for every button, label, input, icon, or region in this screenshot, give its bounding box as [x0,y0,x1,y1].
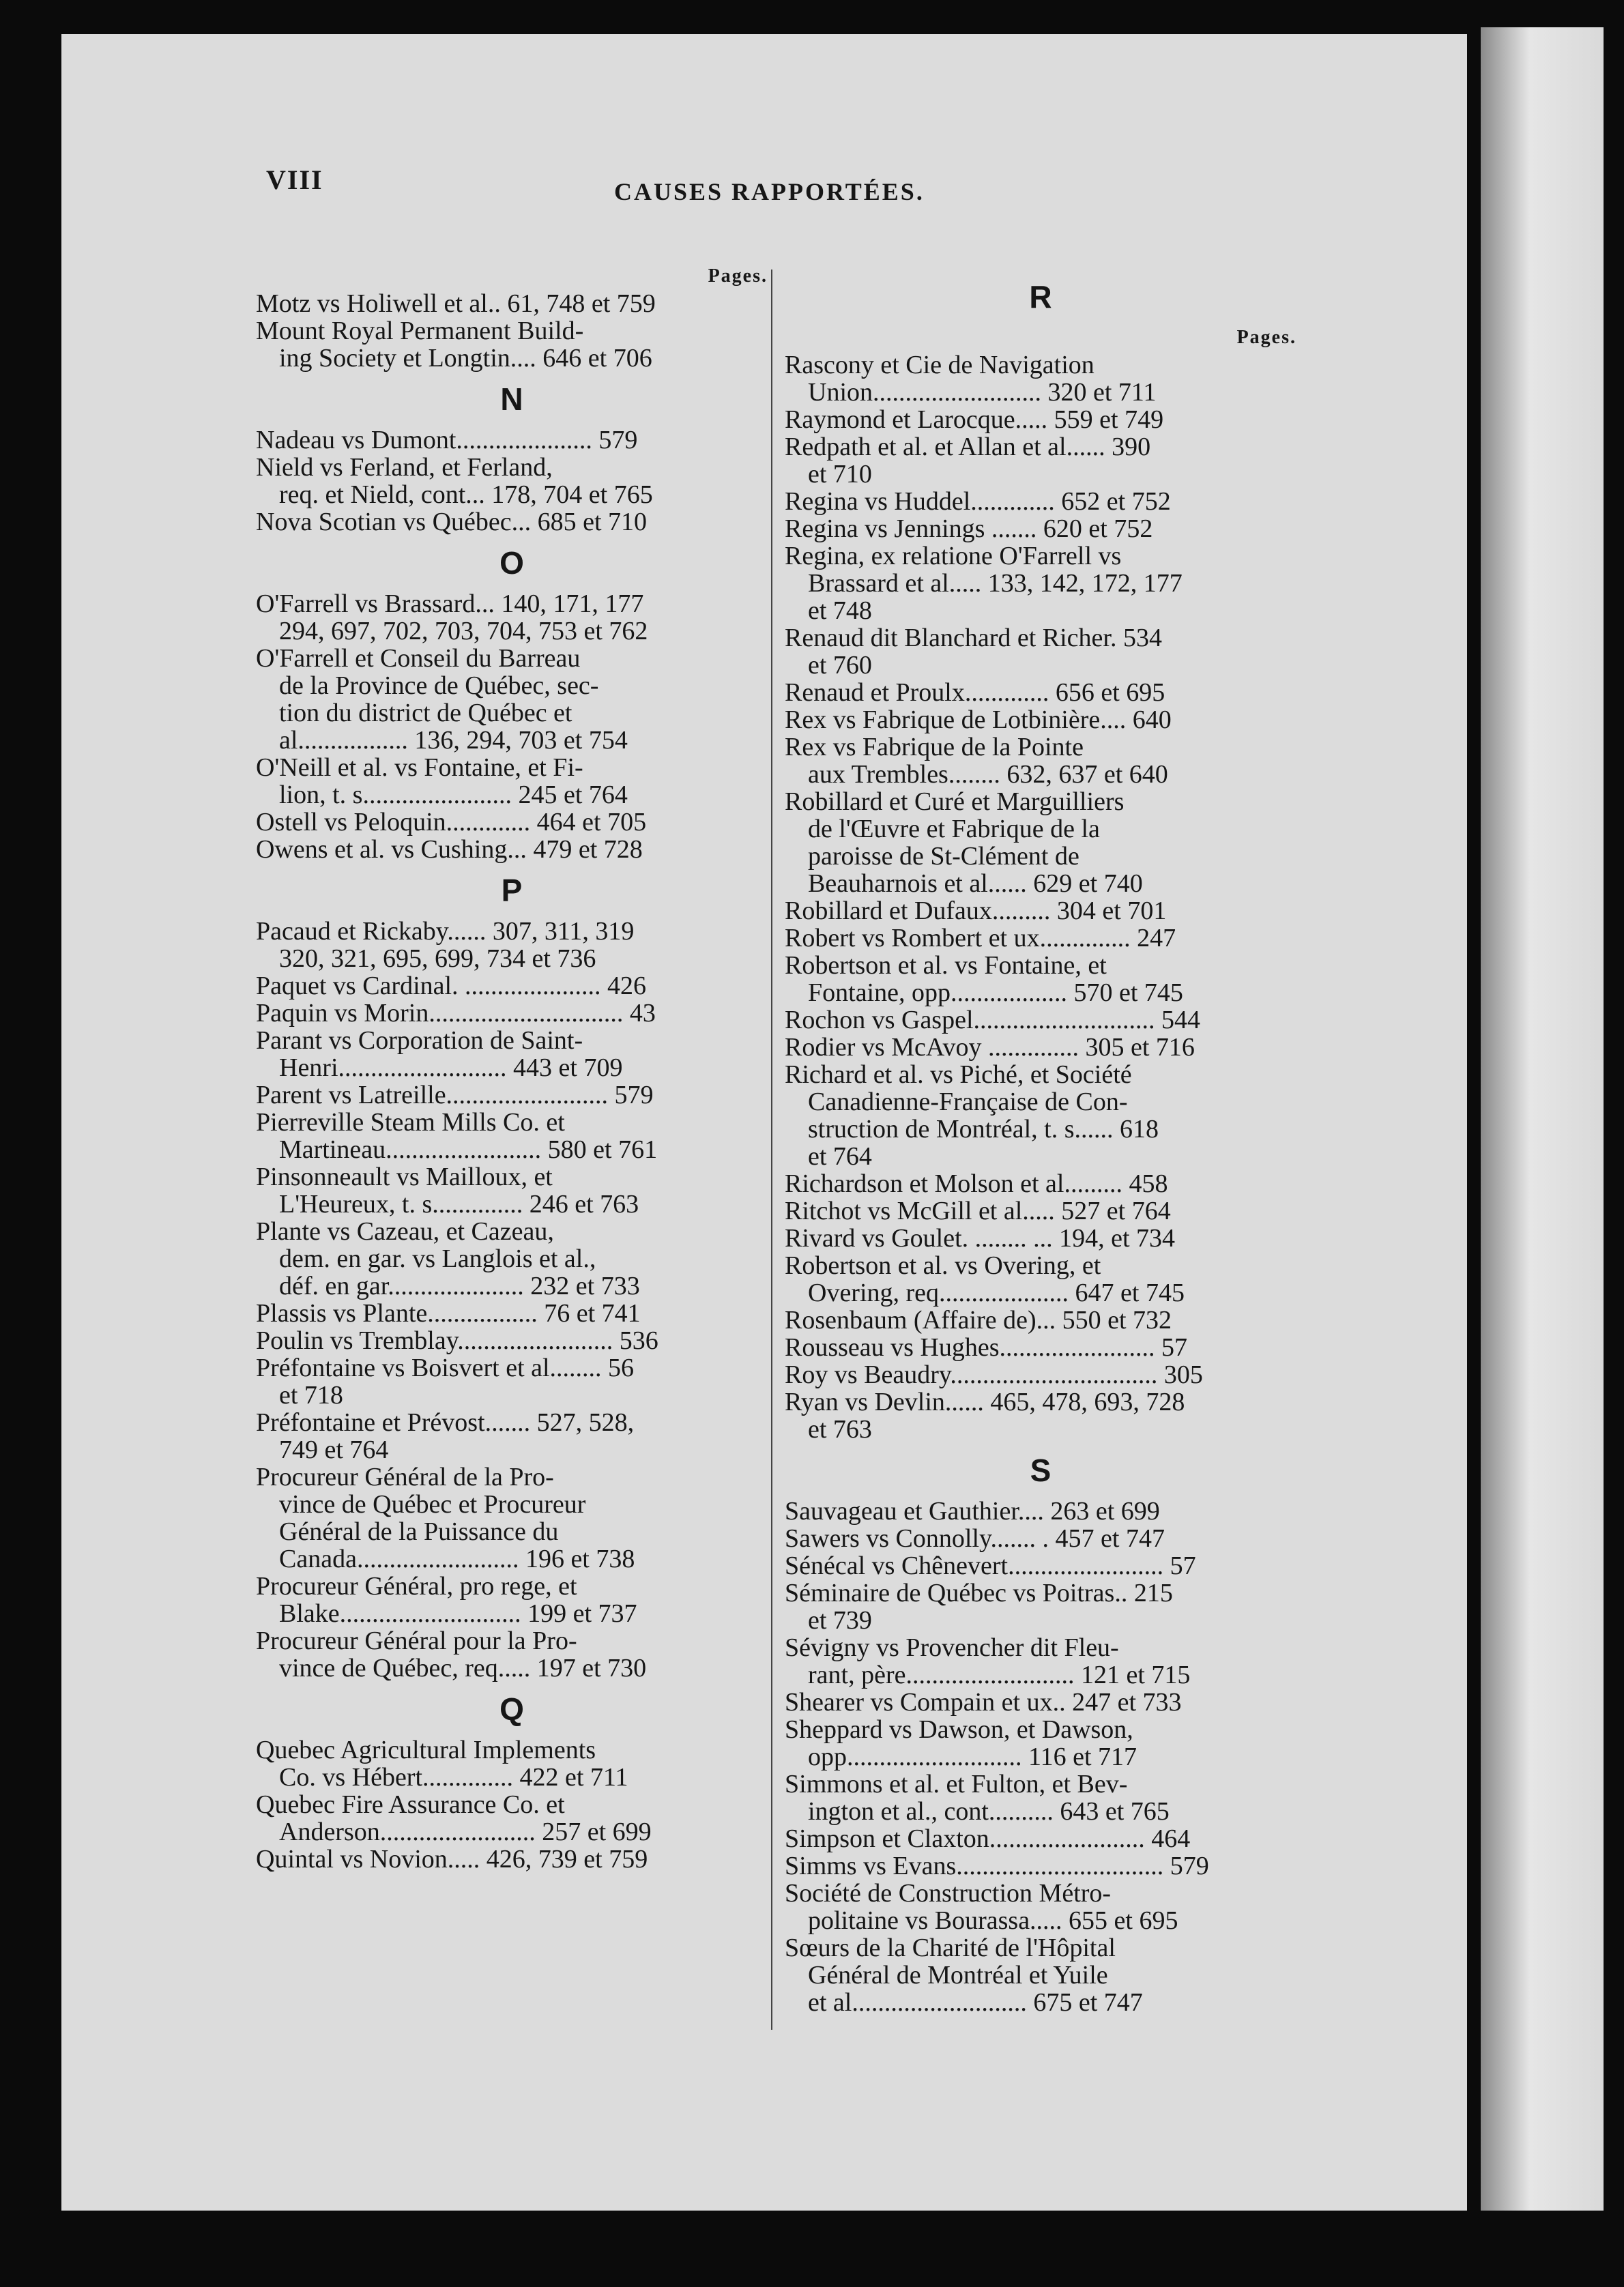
index-entry [785,733,1296,788]
entry-line: Pinsonneault vs Mailloux, et [256,1163,553,1191]
entry-line: 320, 321, 695, 699, 734 et 736 [279,945,596,972]
entry-line: Pierreville Steam Mills Co. et [256,1109,565,1136]
index-entry [785,706,1296,733]
entry-line: Simms vs Evans................................ 579 [785,1852,1209,1880]
entry-line: ington et al., cont.......... 643 et 765 [808,1798,1170,1825]
entry-line: Rochon vs Gaspel............................ 544 [785,1006,1201,1034]
entry-line: al................. 136, 294, 703 et 754 [279,727,628,754]
index-entry [785,1061,1296,1170]
entry-line: vince de Québec et Procureur [279,1491,586,1518]
index-entry [785,1361,1296,1388]
folio: VIII [266,164,323,195]
index-entry [785,542,1296,624]
index-entry [256,1163,768,1218]
index-entry [785,1579,1296,1634]
entry-line: Brassard et al..... 133, 142, 172, 177 [808,570,1183,597]
entry-line: dem. en gar. vs Langlois et al., [279,1245,596,1272]
entry-line: Renaud et Proulx............. 656 et 695 [785,679,1165,706]
column-divider [771,270,772,2030]
entry-line: Simmons et al. et Fulton, et Bev- [785,1771,1128,1798]
entry-line: Sauvageau et Gauthier.... 263 et 699 [785,1498,1160,1525]
entry-line: Mount Royal Permanent Build- [256,317,584,345]
section-letter: P [501,873,523,908]
entry-line: Rex vs Fabrique de la Pointe [785,733,1084,761]
entry-line: Parent vs Latreille......................... 579 [256,1081,654,1109]
entry-line: Quintal vs Novion..... 426, 739 et 759 [256,1846,648,1873]
index-entry [785,1552,1296,1579]
entry-line: opp........................... 116 et 717 [808,1743,1137,1771]
entry-line: Procureur Général pour la Pro- [256,1627,577,1655]
entry-line: Fontaine, opp.................. 570 et 745 [808,979,1183,1006]
index-entry [785,924,1296,952]
entry-line: Nadeau vs Dumont..................... 579 [256,426,638,454]
entry-line: et 763 [808,1416,872,1443]
entry-line: Regina vs Jennings ....... 620 et 752 [785,515,1153,542]
index-entry [785,1170,1296,1197]
entry-line: Raymond et Larocque..... 559 et 749 [785,406,1164,433]
index-entry [785,1852,1296,1880]
index-entry [785,1006,1296,1034]
index-entry [256,454,768,508]
entry-line: Préfontaine vs Boisvert et al........ 56 [256,1354,635,1382]
index-entry [256,1409,768,1463]
entry-line: Quebec Agricultural Implements [256,1736,596,1764]
entry-line: Sawers vs Connolly....... . 457 et 747 [785,1525,1165,1552]
entry-line: Regina, ex relatione O'Farrell vs [785,542,1122,570]
entry-line: Motz vs Holiwell et al.. 61, 748 et 759 [256,290,656,317]
index-entry [256,754,768,809]
entry-line: Shearer vs Compain et ux.. 247 et 733 [785,1689,1182,1716]
entry-line: Beauharnois et al...... 629 et 740 [808,870,1143,897]
entry-line: Robertson et al. vs Fontaine, et [785,952,1107,979]
index-entry [785,1634,1296,1689]
index-entry [256,1300,768,1327]
entry-line: Simpson et Claxton........................ 464 [785,1825,1191,1852]
entry-line: Rascony et Cie de Navigation [785,351,1094,379]
section-letter: Q [499,1691,524,1727]
entry-line: Poulin vs Tremblay........................ 536 [256,1327,658,1354]
entry-line: Richard et al. vs Piché, et Société [785,1061,1132,1088]
index-entry [785,1825,1296,1852]
entry-line: L'Heureux, t. s.............. 246 et 763 [279,1191,639,1218]
index-entry [256,972,768,1000]
page-edge [1481,27,1604,2211]
entry-line: et 718 [279,1382,343,1409]
entry-line: paroisse de St-Clément de [808,843,1079,870]
entry-line: Parant vs Corporation de Saint- [256,1027,583,1054]
section-letter: R [1029,279,1052,315]
entry-line: Pacaud et Rickaby...... 307, 311, 319 [256,918,635,945]
index-entry [785,1225,1296,1252]
index-entry [785,897,1296,924]
entry-line: vince de Québec, req..... 197 et 730 [279,1655,647,1682]
entry-line: O'Farrell et Conseil du Barreau [256,645,581,672]
entry-line: Canada......................... 196 et 738 [279,1545,635,1573]
entry-line: Rousseau vs Hughes........................ 57 [785,1334,1188,1361]
entry-line: Plante vs Cazeau, et Cazeau, [256,1218,554,1245]
section-letter: N [500,381,523,417]
entry-line: Ritchot vs McGill et al..... 527 et 764 [785,1197,1171,1225]
index-entry [785,1388,1296,1443]
index-entry [256,290,768,317]
entry-line: Sœurs de la Charité de l'Hôpital [785,1934,1116,1962]
entry-line: Quebec Fire Assurance Co. et [256,1791,565,1818]
index-entry [256,1463,768,1573]
index-entry [256,1027,768,1081]
index-entry [256,317,768,372]
entry-line: Renaud dit Blanchard et Richer. 534 [785,624,1162,652]
entry-line: et 764 [808,1143,872,1170]
index-entry [785,1498,1296,1525]
index-entry [256,809,768,836]
entry-line: politaine vs Bourassa..... 655 et 695 [808,1907,1178,1934]
entry-line: Martineau........................ 580 et 761 [279,1136,658,1163]
index-entry [785,406,1296,433]
entry-line: rant, père.......................... 121 et 715 [808,1661,1191,1689]
entry-line: Ryan vs Devlin...... 465, 478, 693, 728 [785,1388,1185,1416]
index-entry [256,1736,768,1791]
index-entry [785,1771,1296,1825]
pages-label: Pages. [1236,327,1296,348]
index-entry [785,1525,1296,1552]
entry-line: Préfontaine et Prévost....... 527, 528, [256,1409,635,1436]
entry-line: Séminaire de Québec vs Poitras.. 215 [785,1579,1173,1607]
entry-line: Robillard et Dufaux......... 304 et 701 [785,897,1167,924]
entry-line: lion, t. s....................... 245 et 764 [279,781,628,809]
index-entry [785,679,1296,706]
entry-line: Rex vs Fabrique de Lotbinière.... 640 [785,706,1172,733]
entry-line: de l'Œuvre et Fabrique de la [808,815,1100,843]
index-entry [785,1334,1296,1361]
index-entry [256,645,768,754]
entry-line: Anderson........................ 257 et 699 [279,1818,652,1846]
index-entry [256,426,768,454]
entry-line: Général de la Puissance du [279,1518,559,1545]
index-entry [785,1034,1296,1061]
page-title: CAUSES RAPPORTÉES. [614,178,925,205]
index-entry [256,508,768,536]
entry-line: ing Society et Longtin.... 646 et 706 [279,345,652,372]
index-entry [785,624,1296,679]
entry-line: Rodier vs McAvoy .............. 305 et 716 [785,1034,1195,1061]
entry-line: 294, 697, 702, 703, 704, 753 et 762 [279,617,648,645]
index-entry [785,1197,1296,1225]
entry-line: Nield vs Ferland, et Ferland, [256,454,553,481]
entry-line: O'Neill et al. vs Fontaine, et Fi- [256,754,583,781]
entry-line: Procureur Général de la Pro- [256,1463,554,1491]
index-entry [785,1934,1296,2016]
entry-line: O'Farrell vs Brassard... 140, 171, 177 [256,590,644,617]
index-entry [256,590,768,645]
entry-line: Robillard et Curé et Marguilliers [785,788,1125,815]
index-entry [785,351,1296,406]
index-entry [785,1689,1296,1716]
entry-line: et al........................... 675 et 747 [808,1989,1143,2016]
index-entry [256,1846,768,1873]
entry-line: Société de Construction Métro- [785,1880,1112,1907]
right-column [785,270,1296,2016]
entry-line: Overing, req.................... 647 et 745 [808,1279,1185,1307]
entry-line: Blake............................ 199 et 737 [279,1600,637,1627]
index-entry [256,836,768,863]
entry-line: 749 et 764 [279,1436,389,1463]
index-entry [785,1716,1296,1771]
index-entry [256,1627,768,1682]
entry-line: Canadienne-Française de Con- [808,1088,1128,1116]
entry-line: Nova Scotian vs Québec... 685 et 710 [256,508,648,536]
section-letter: S [1030,1453,1052,1488]
entry-line: Union.......................... 320 et 711 [808,379,1157,406]
entry-line: de la Province de Québec, sec- [279,672,599,699]
entry-line: Général de Montréal et Yuile [808,1962,1108,1989]
entry-line: Plassis vs Plante................. 76 et 741 [256,1300,641,1327]
index-entry [256,1081,768,1109]
index-entry [256,1327,768,1354]
index-entry [256,1109,768,1163]
index-entry [256,1218,768,1300]
entry-line: Sénécal vs Chênevert........................ 57 [785,1552,1196,1579]
entry-line: Paquin vs Morin.............................. 43 [256,1000,656,1027]
entry-line: aux Trembles........ 632, 637 et 640 [808,761,1168,788]
entry-line: req. et Nield, cont... 178, 704 et 765 [279,481,653,508]
entry-line: Richardson et Molson et al......... 458 [785,1170,1168,1197]
index-entry [785,1880,1296,1934]
index-entry [256,1354,768,1409]
entry-line: Co. vs Hébert.............. 422 et 711 [279,1764,628,1791]
index-entry [256,1573,768,1627]
entry-line: Rosenbaum (Affaire de)... 550 et 732 [785,1307,1172,1334]
pages-label: Pages. [708,265,768,287]
entry-line: Sévigny vs Provencher dit Fleu- [785,1634,1119,1661]
index-entry [785,952,1296,1006]
index-entry [256,918,768,972]
entry-line: Regina vs Huddel............. 652 et 752 [785,488,1171,515]
entry-line: et 748 [808,597,872,624]
entry-line: et 739 [808,1607,872,1634]
index-entry [785,433,1296,488]
entry-line: déf. en gar..................... 232 et 733 [279,1272,640,1300]
left-column [256,263,768,1873]
index-entry [785,788,1296,897]
section-letter: O [499,545,524,581]
index-entry [785,515,1296,542]
index-entry [785,1307,1296,1334]
index-entry [785,1252,1296,1307]
entry-line: Henri.......................... 443 et 709 [279,1054,623,1081]
entry-line: Sheppard vs Dawson, et Dawson, [785,1716,1133,1743]
index-entry [256,1791,768,1846]
entry-line: Ostell vs Peloquin............. 464 et 705 [256,809,647,836]
entry-line: Robert vs Rombert et ux.............. 247 [785,924,1176,952]
entry-line: Roy vs Beaudry................................ 305 [785,1361,1203,1388]
entry-line: et 760 [808,652,872,679]
entry-line: Paquet vs Cardinal. ..................... 426 [256,972,647,1000]
entry-line: Owens et al. vs Cushing... 479 et 728 [256,836,643,863]
entry-line: Redpath et al. et Allan et al...... 390 [785,433,1151,461]
entry-line: et 710 [808,461,872,488]
index-entry [785,488,1296,515]
entry-line: Rivard vs Goulet. ........ ... 194, et 734 [785,1225,1176,1252]
index-entry [256,1000,768,1027]
entry-line: struction de Montréal, t. s...... 618 [808,1116,1159,1143]
entry-line: Robertson et al. vs Overing, et [785,1252,1101,1279]
entry-line: Procureur Général, pro rege, et [256,1573,577,1600]
entry-line: tion du district de Québec et [279,699,572,727]
